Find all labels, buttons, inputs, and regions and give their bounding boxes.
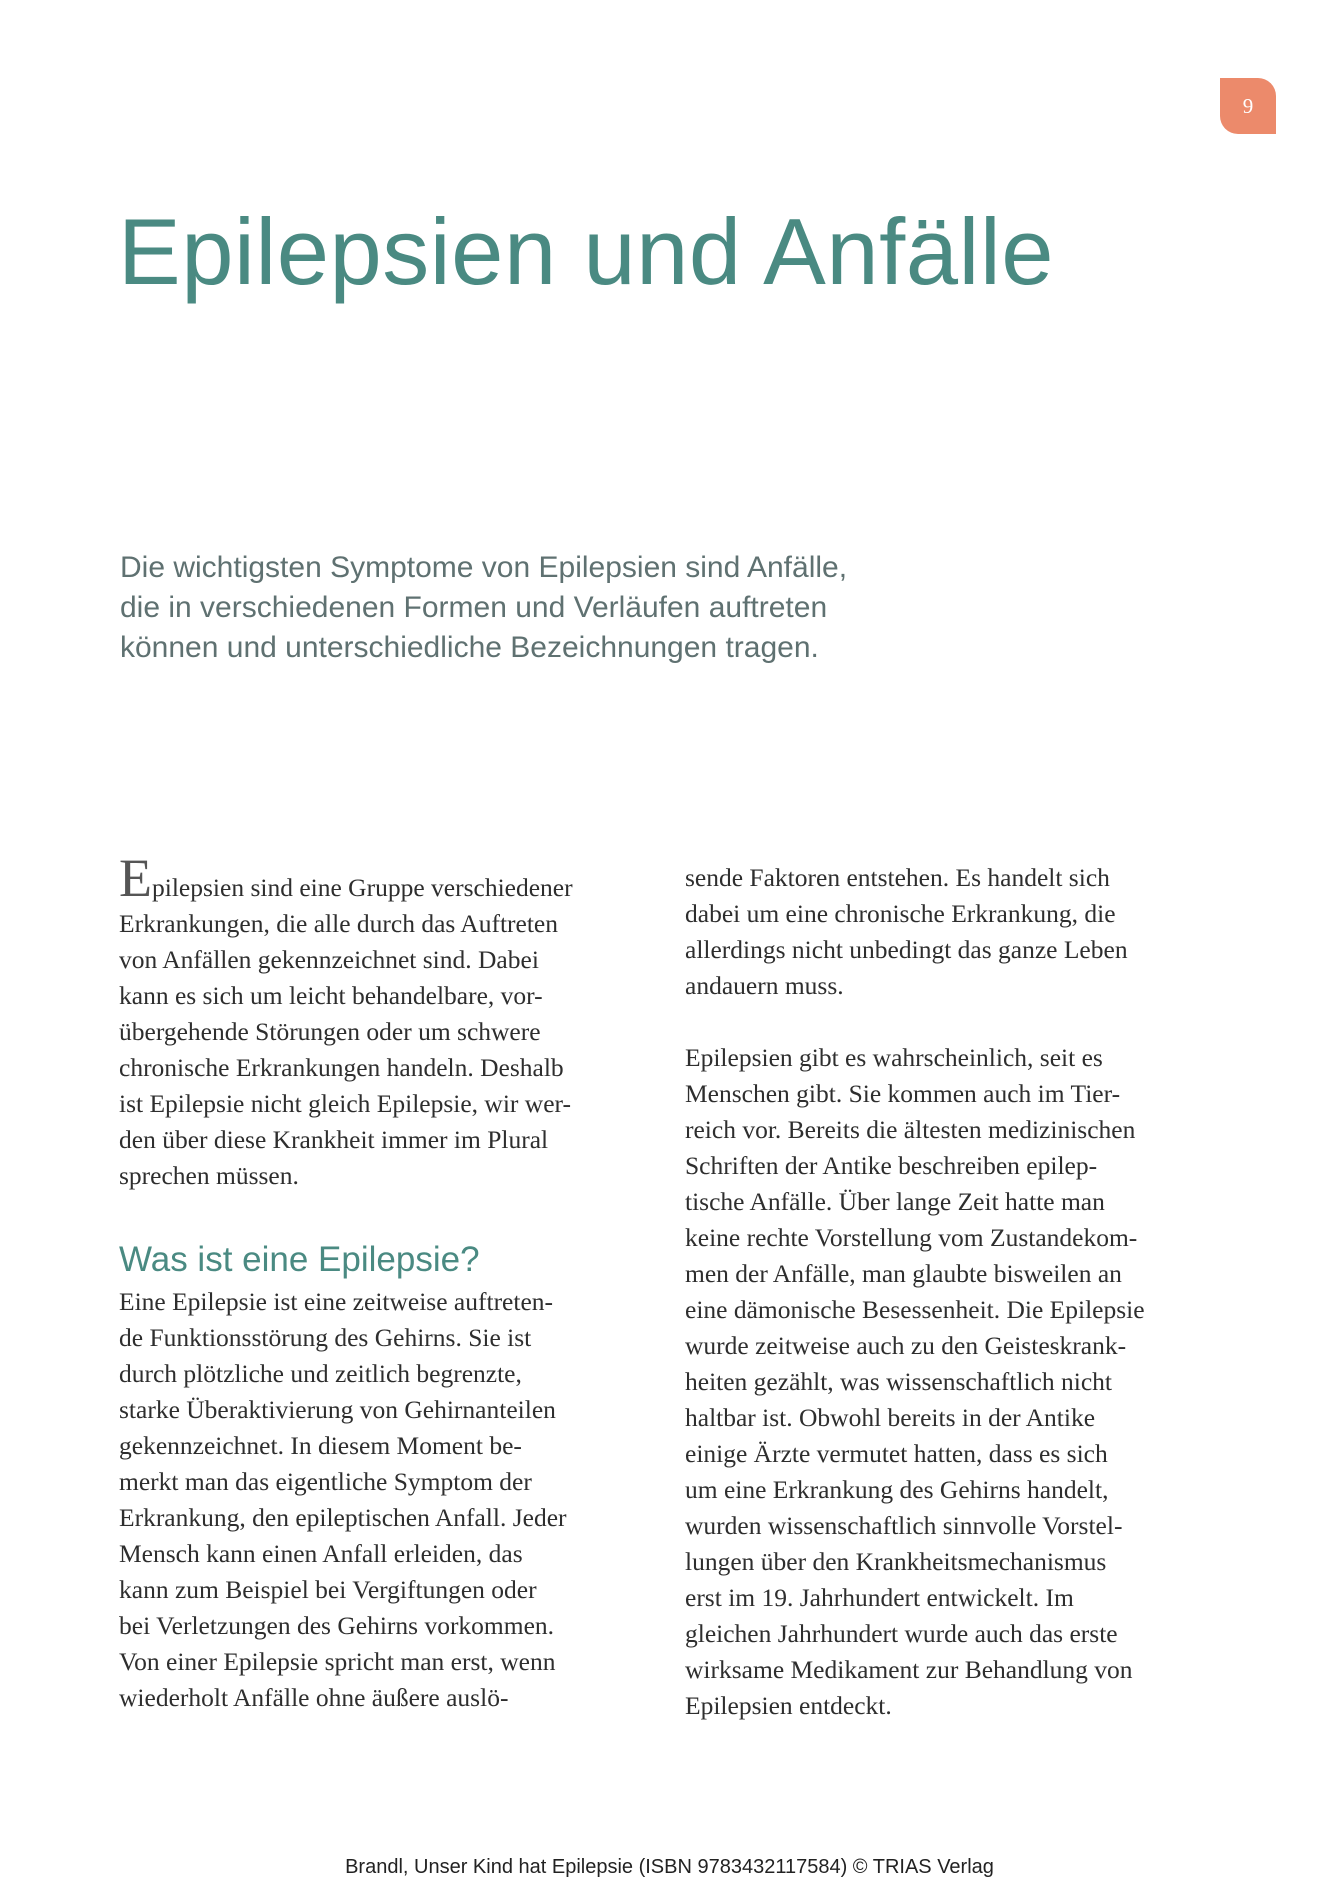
text-line [119, 848, 639, 908]
body-paragraph [685, 860, 1205, 1004]
text-line: heiten gezählt, was wissenschaftlich nicht [685, 1367, 1112, 1396]
text-line: bei Verletzungen des Gehirns vorkommen. [119, 1611, 555, 1640]
text-line: sende Faktoren entstehen. Es handelt sich [685, 863, 1110, 892]
text-line: Schriften der Antike beschreiben epilep- [685, 1151, 1098, 1180]
text-line: durch plötzliche und zeitlich begrenzte, [119, 1359, 522, 1388]
text-line: gekennzeichnet. In diesem Moment be- [119, 1431, 522, 1460]
text-line-rest: pilepsien sind eine Gruppe verschiedener [152, 873, 573, 902]
text-line: Mensch kann einen Anfall erleiden, das [119, 1539, 523, 1568]
text-line: reich vor. Bereits die ältesten medizinischen [685, 1115, 1136, 1144]
body-paragraph [119, 848, 639, 1194]
text-line: Erkrankungen, die alle durch das Auftreten [119, 909, 559, 938]
text-line: haltbar ist. Obwohl bereits in der Antike [685, 1403, 1096, 1432]
text-line: men der Anfälle, man glaubte bisweilen an [685, 1259, 1122, 1288]
text-line: wurde zeitweise auch zu den Geisteskrank- [685, 1331, 1127, 1360]
text-line: chronische Erkrankungen handeln. Deshalb [119, 1053, 564, 1082]
body-paragraph [119, 1284, 639, 1716]
text-line: Epilepsien gibt es wahrscheinlich, seit es [685, 1043, 1103, 1072]
intro-line: die in verschiedenen Formen und Verläufen auftreten [120, 591, 828, 624]
text-line: merkt man das eigentliche Symptom der [119, 1467, 532, 1496]
left-column [119, 848, 639, 1716]
right-column [685, 860, 1205, 1724]
text-line: Menschen gibt. Sie kommen auch im Tier- [685, 1079, 1121, 1108]
text-line: Von einer Epilepsie spricht man erst, wenn [119, 1647, 556, 1676]
text-line: andauern muss. [685, 971, 844, 1000]
text-line: wirksame Medikament zur Behandlung von [685, 1655, 1133, 1684]
text-line: starke Überaktivierung von Gehirnanteilen [119, 1395, 556, 1424]
intro-line: können und unterschiedliche Bezeichnungen tragen. [120, 631, 819, 664]
drop-cap: E [119, 848, 152, 908]
paragraph-gap [685, 1004, 1205, 1040]
text-line: um eine Erkrankung des Gehirns handelt, [685, 1475, 1109, 1504]
text-line: kann es sich um leicht behandelbare, vor- [119, 981, 543, 1010]
text-line: den über diese Krankheit immer im Plural [119, 1125, 549, 1154]
text-line: kann zum Beispiel bei Vergiftungen oder [119, 1575, 537, 1604]
text-line: lungen über den Krankheitsmechanismus [685, 1547, 1107, 1576]
text-line: de Funktionsstörung des Gehirns. Sie ist [119, 1323, 532, 1352]
text-line: einige Ärzte vermutet hatten, dass es sich [685, 1439, 1108, 1468]
text-line: übergehende Störungen oder um schwere [119, 1017, 541, 1046]
text-line: keine rechte Vorstellung vom Zustandekom- [685, 1223, 1138, 1252]
text-line: wurden wissenschaftlich sinnvolle Vorstel- [685, 1511, 1123, 1540]
text-line: erst im 19. Jahrhundert entwickelt. Im [685, 1583, 1074, 1612]
intro-paragraph [120, 548, 940, 668]
chapter-title: Epilepsien und Anfälle [118, 199, 1055, 304]
section-subheading: Was ist eine Epilepsie? [119, 1240, 480, 1279]
text-line: wiederholt Anfälle ohne äußere auslö- [119, 1683, 509, 1712]
footer-citation: Brandl, Unser Kind hat Epilepsie (ISBN 9783432117584) © TRIAS Verlag [345, 1856, 994, 1878]
text-line: allerdings nicht unbedingt das ganze Leben [685, 935, 1128, 964]
page-number-badge: 9 [1220, 78, 1276, 134]
text-line: gleichen Jahrhundert wurde auch das erste [685, 1619, 1118, 1648]
text-line: eine dämonische Besessenheit. Die Epilepsie [685, 1295, 1145, 1324]
text-line: Erkrankung, den epileptischen Anfall. Jeder [119, 1503, 567, 1532]
text-line: tische Anfälle. Über lange Zeit hatte man [685, 1187, 1105, 1216]
text-line: ist Epilepsie nicht gleich Epilepsie, wir wer- [119, 1089, 571, 1118]
text-line: Epilepsien entdeckt. [685, 1691, 892, 1720]
text-line: Eine Epilepsie ist eine zeitweise auftreten- [119, 1287, 554, 1316]
text-line: dabei um eine chronische Erkrankung, die [685, 899, 1116, 928]
body-paragraph [685, 1040, 1205, 1724]
intro-line: Die wichtigsten Symptome von Epilepsien sind Anfälle, [120, 551, 848, 584]
text-line: sprechen müssen. [119, 1161, 299, 1190]
text-line: von Anfällen gekennzeichnet sind. Dabei [119, 945, 539, 974]
